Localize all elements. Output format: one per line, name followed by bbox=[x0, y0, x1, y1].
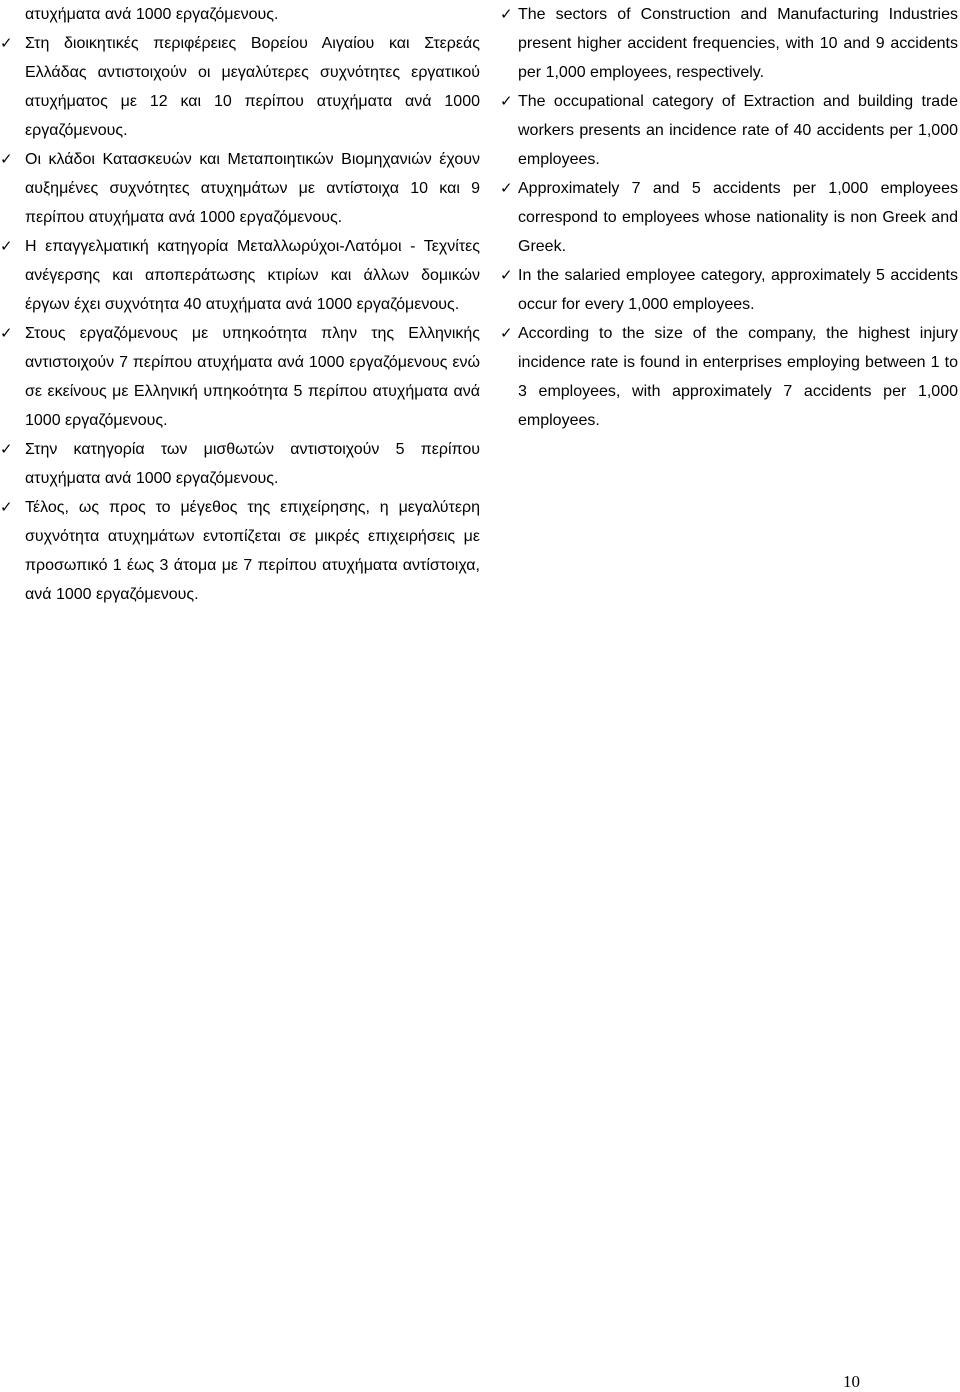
english-findings-list bbox=[500, 0, 958, 435]
list-item bbox=[500, 319, 958, 435]
page-number: 10 bbox=[843, 1372, 860, 1391]
list-item bbox=[0, 145, 480, 232]
check-mark-icon: ✓ bbox=[0, 237, 13, 255]
list-item bbox=[0, 232, 480, 319]
list-item-text: Στη διοικητικές περιφέρειες Βορείου Αιγαίου και Στερεάς Ελλάδας αντιστοιχούν οι μεγαλύτερες συχνότητες εργατικού ατυχήματος με 12 και 10 περίπου ατυχήματα ανά 1000 εργαζόμενους. bbox=[25, 35, 480, 139]
list-item bbox=[0, 319, 480, 435]
list-item-text: In the salaried employee category, approximately 5 accidents occur for every 1,000 employees. bbox=[518, 267, 958, 313]
list-item-text: Η επαγγελματική κατηγορία Μεταλλωρύχοι-Λατόμοι - Τεχνίτες ανέγερσης και αποπεράτωσης κτιρίων και άλλων δομικών έργων έχει συχνότητα 40 ατυχήματα ανά 1000 εργαζόμενους. bbox=[25, 238, 480, 313]
list-item-text: According to the size of the company, the highest injury incidence rate is found in enterprises employing between 1 to 3 employees, with approximately 7 accidents per 1,000 employees. bbox=[518, 325, 958, 429]
check-mark-icon: ✓ bbox=[0, 440, 13, 458]
check-mark-icon: ✓ bbox=[500, 266, 513, 284]
list-item-text: Approximately 7 and 5 accidents per 1,000 employees correspond to employees whose nationality is non Greek and Greek. bbox=[518, 180, 958, 255]
check-mark-icon: ✓ bbox=[0, 150, 13, 168]
english-text-column bbox=[500, 0, 958, 435]
list-item-text: Στην κατηγορία των μισθωτών αντιστοιχούν 5 περίπου ατυχήματα ανά 1000 εργαζόμενους. bbox=[25, 441, 480, 487]
check-mark-icon: ✓ bbox=[500, 179, 513, 197]
check-mark-icon: ✓ bbox=[500, 92, 513, 110]
list-item bbox=[0, 29, 480, 145]
check-mark-icon: ✓ bbox=[500, 5, 513, 23]
list-item bbox=[0, 435, 480, 493]
list-item-text: Οι κλάδοι Κατασκευών και Μεταποιητικών Βιομηχανιών έχουν αυξημένες συχνότητες ατυχημάτων με αντίστοιχα 10 και 9 περίπου ατυχήματα ανά 1000 εργαζόμενους. bbox=[25, 151, 480, 226]
list-item-text: The sectors of Construction and Manufacturing Industries present higher accident frequencies, with 10 and 9 accidents per 1,000 employees, respectively. bbox=[518, 6, 958, 81]
list-item bbox=[500, 174, 958, 261]
list-item-text: Τέλος, ως προς το μέγεθος της επιχείρησης, η μεγαλύτερη συχνότητα ατυχημάτων εντοπίζεται σε μικρές επιχειρήσεις με προσωπικό 1 έως 3 άτομα με 7 περίπου ατυχήματα αντίστοιχα, ανά 1000 εργαζόμενους. bbox=[25, 499, 480, 603]
check-mark-icon: ✓ bbox=[0, 34, 13, 52]
list-item-text: Στους εργαζόμενους με υπηκοότητα πλην της Ελληνικής αντιστοιχούν 7 περίπου ατυχήματα ανά 1000 εργαζόμενους ενώ σε εκείνους με Ελληνική υπηκοότητα 5 περίπου ατυχήματα ανά 1000 εργαζόμενους. bbox=[25, 325, 480, 429]
greek-text-column bbox=[0, 0, 480, 609]
check-mark-icon: ✓ bbox=[0, 324, 13, 342]
check-mark-icon: ✓ bbox=[0, 498, 13, 516]
list-item bbox=[0, 493, 480, 609]
list-item bbox=[500, 87, 958, 174]
list-item bbox=[500, 0, 958, 87]
check-mark-icon: ✓ bbox=[500, 324, 513, 342]
greek-findings-list bbox=[0, 29, 480, 609]
continued-sentence-fragment: ατυχήματα ανά 1000 εργαζόμενους. bbox=[25, 6, 279, 23]
list-item-text: The occupational category of Extraction and building trade workers presents an incidence rate of 40 accidents per 1,000 employees. bbox=[518, 93, 958, 168]
list-item bbox=[500, 261, 958, 319]
